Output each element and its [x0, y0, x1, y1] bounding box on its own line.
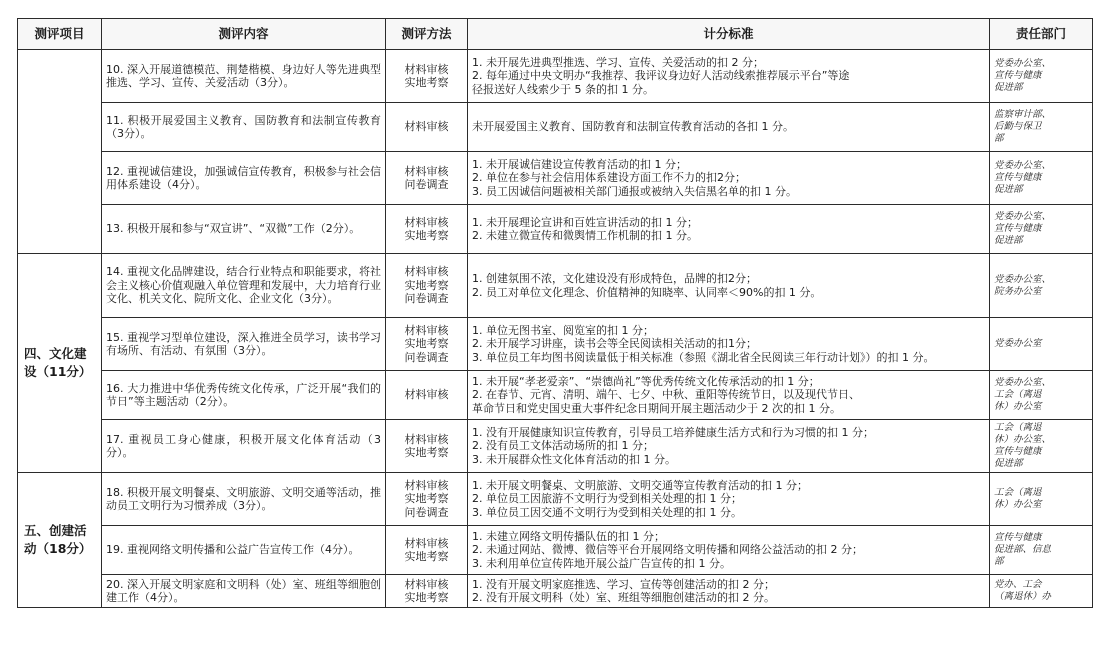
content-cell: 15. 重视学习型单位建设，深入推进全员学习，读书学习有场所、有活动、有氛围（3分）。: [102, 318, 386, 371]
department-line: 促进部、信息: [994, 544, 1052, 555]
criteria-line: 3. 未开展群众性文化体育活动的扣 1 分。: [472, 452, 676, 466]
department-line: 工会（离退: [994, 487, 1042, 498]
method-cell: [386, 318, 468, 371]
department-line: 促进部: [994, 184, 1023, 195]
content-cell: 17. 重视员工身心健康，积极开展文化体育活动（3分）。: [102, 420, 386, 473]
department-cell: [990, 205, 1093, 254]
department-line: 工会（离退: [994, 422, 1042, 433]
category-cell: 四、文化建设（11分）: [18, 254, 102, 473]
header-item: 测评项目: [18, 19, 102, 50]
criteria-line: 2. 未建立微宣传和微舆情工作机制的扣 1 分。: [472, 229, 698, 242]
content-cell: 19. 重视网络文明传播和公益广告宣传工作（4分）。: [102, 526, 386, 575]
table-row: [18, 254, 1093, 318]
criteria-line: 2. 员工对单位文化理念、价值精神的知晓率、认同率＜90%的扣 1 分。: [472, 285, 822, 299]
content-cell: 11. 积极开展爱国主义教育、国防教育和法制宣传教育（3分）。: [102, 103, 386, 152]
method-cell: [386, 526, 468, 575]
method-cell: [386, 420, 468, 473]
department-cell: [990, 420, 1093, 473]
department-line: 宣传与健康: [994, 172, 1042, 183]
header-department: 责任部门: [990, 19, 1093, 50]
content-cell: 18. 积极开展文明餐桌、文明旅游、文明交通等活动，推动员工文明行为习惯养成（3分）。: [102, 473, 386, 526]
department-cell: [990, 50, 1093, 103]
table-header-row: [18, 19, 1093, 50]
method-line: 材料审核: [404, 120, 449, 134]
method-line: 实地考察: [404, 337, 449, 351]
method-cell: [386, 575, 468, 608]
criteria-cell: [468, 103, 990, 152]
criteria-line: 2. 单位员工因旅游不文明行为受到相关处理的扣 1 分；: [472, 492, 742, 506]
department-cell: [990, 575, 1093, 608]
category-cell-continued: [18, 50, 102, 254]
department-line: 部: [994, 556, 1004, 567]
criteria-cell: [468, 152, 990, 205]
criteria-line: 1. 未建立网络文明传播队伍的扣 1 分；: [472, 529, 665, 543]
department-line: 休）办公室: [994, 401, 1042, 412]
method-line: 实地考察: [404, 550, 449, 563]
content-cell: 10. 深入开展道德模范、荆楚楷模、身边好人等先进典型推选、学习、宣传、关爱活动（3分）。: [102, 50, 386, 103]
criteria-line: 2. 在春节、元宵、清明、端午、七夕、中秋、重阳等传统节日，以及现代节日、: [472, 388, 860, 402]
criteria-line: 2. 未开展学习讲座，读书会等全民阅读相关活动的扣1分；: [472, 337, 757, 351]
header-method: 测评方法: [386, 19, 468, 50]
table-row: [18, 318, 1093, 371]
method-line: 实地考察: [404, 229, 449, 242]
department-line: 党办、工会: [994, 579, 1042, 590]
criteria-line: 2. 没有员工文体活动场所的扣 1 分；: [472, 439, 654, 453]
method-line: 材料审核: [404, 323, 449, 337]
criteria-line: 3. 单位员工因交通不文明行为受到相关处理的扣 1 分。: [472, 505, 742, 519]
header-criteria: 计分标准: [468, 19, 990, 50]
method-line: 材料审核: [404, 215, 449, 229]
criteria-line: 1. 未开展诚信建设宣传教育活动的扣 1 分；: [472, 157, 687, 171]
department-line: 党委办公室、: [994, 211, 1052, 222]
department-line: 休）办公室、: [994, 434, 1052, 445]
table-row: [18, 103, 1093, 152]
content-cell: 20. 深入开展文明家庭和文明科（处）室、班组等细胞创建工作（4分）。: [102, 575, 386, 608]
method-line: 问卷调查: [404, 505, 449, 519]
table-row: [18, 50, 1093, 103]
method-cell: [386, 473, 468, 526]
criteria-cell: [468, 526, 990, 575]
department-line: 宣传与健康: [994, 223, 1042, 234]
method-line: 实地考察: [404, 446, 449, 459]
criteria-cell: [468, 50, 990, 103]
table-row: [18, 526, 1093, 575]
department-line: 工会（离退: [994, 389, 1042, 400]
criteria-line: 2. 没有开展文明科（处）室、班组等细胞创建活动的扣 2 分。: [472, 591, 775, 604]
criteria-cell: [468, 318, 990, 371]
criteria-line: 1. 未开展先进典型推选、学习、宣传、关爱活动的扣 2 分；: [472, 55, 764, 69]
criteria-line: 1. 没有开展健康知识宣传教育，引导员工培养健康生活方式和行为习惯的扣 1 分；: [472, 425, 874, 439]
method-line: 实地考察: [404, 76, 449, 89]
department-line: 促进部: [994, 235, 1023, 246]
criteria-cell: [468, 254, 990, 318]
method-line: 材料审核: [404, 478, 449, 492]
method-line: 材料审核: [404, 388, 449, 402]
department-line: 院务办公室: [994, 285, 1042, 297]
method-cell: [386, 205, 468, 254]
department-line: 促进部: [994, 82, 1023, 93]
criteria-line: 3. 员工因诚信问题被相关部门通报或被纳入失信黑名单的扣 1 分。: [472, 184, 797, 198]
table-row: [18, 420, 1093, 473]
criteria-line: 2. 单位在参与社会信用体系建设方面工作不力的扣2分；: [472, 171, 746, 185]
criteria-line: 1. 未开展理论宣讲和百姓宣讲活动的扣 1 分；: [472, 215, 698, 229]
criteria-line: 1. 单位无图书室、阅览室的扣 1 分；: [472, 323, 654, 337]
criteria-cell: [468, 371, 990, 420]
method-line: 材料审核: [404, 265, 449, 279]
criteria-line: 3. 单位员工年均图书阅读量低于相关标准（参照《湖北省全民阅读三年行动计划》）的扣 1 分。: [472, 350, 935, 364]
method-line: 实地考察: [404, 492, 449, 506]
criteria-line: 1. 未开展“孝老爱亲”、“崇德尚礼”等优秀传统文化传承活动的扣 1 分；: [472, 374, 820, 388]
criteria-cell: [468, 205, 990, 254]
department-line: 宣传与健康: [994, 446, 1042, 457]
criteria-cell: [468, 420, 990, 473]
method-cell: [386, 254, 468, 318]
content-cell: 12. 重视诚信建设，加强诚信宣传教育，积极参与社会信用体系建设（4分）。: [102, 152, 386, 205]
department-line: 休）办公室: [994, 499, 1042, 510]
method-cell: [386, 50, 468, 103]
department-cell: [990, 152, 1093, 205]
department-cell: [990, 371, 1093, 420]
department-line: 党委办公室、: [994, 58, 1052, 69]
department-cell: [990, 473, 1093, 526]
criteria-line: 2. 每年通过中央文明办“我推荐、我评议身边好人活动线索推荐展示平台”等途: [472, 69, 850, 83]
criteria-line: 1. 未开展文明餐桌、文明旅游、文明交通等宣传教育活动的扣 1 分；: [472, 478, 808, 492]
department-cell: [990, 526, 1093, 575]
department-line: 后勤与保卫: [994, 121, 1042, 132]
method-line: 问卷调查: [404, 350, 449, 364]
method-line: 实地考察: [404, 278, 449, 292]
criteria-line: 未开展爱国主义教育、国防教育和法制宣传教育活动的各扣 1 分。: [472, 120, 794, 134]
department-line: 部: [994, 133, 1004, 144]
evaluation-table-sheet: [17, 18, 1092, 608]
method-line: 材料审核: [404, 164, 449, 178]
criteria-line: 革命节日和党史国史重大事件纪念日期间开展主题活动少于 2 次的扣 1 分。: [472, 401, 841, 415]
criteria-cell: [468, 473, 990, 526]
department-line: 党委办公室、: [994, 160, 1052, 171]
content-cell: 14. 重视文化品牌建设，结合行业特点和职能要求，将社会主义核心价值观融入单位管理和发展中，大力培育行业文化、机关文化、院所文化、企业文化（3分）。: [102, 254, 386, 318]
method-line: 实地考察: [404, 591, 449, 604]
department-line: 宣传与健康: [994, 532, 1042, 543]
table-row: [18, 205, 1093, 254]
criteria-line: 1. 没有开展文明家庭推选、学习、宣传等创建活动的扣 2 分；: [472, 577, 775, 591]
content-cell: 16. 大力推进中华优秀传统文化传承，广泛开展“我们的节日”等主题活动（2分）。: [102, 371, 386, 420]
table-row: [18, 152, 1093, 205]
department-line: （离退休）办: [994, 591, 1052, 602]
table-row: [18, 575, 1093, 608]
header-content: 测评内容: [102, 19, 386, 50]
method-line: 材料审核: [404, 432, 449, 446]
criteria-line: 1. 创建氛围不浓，文化建设没有形成特色，品牌的扣2分；: [472, 272, 757, 285]
department-cell: [990, 103, 1093, 152]
method-line: 问卷调查: [404, 178, 449, 191]
criteria-cell: [468, 575, 990, 608]
department-cell: [990, 318, 1093, 371]
method-cell: [386, 371, 468, 420]
evaluation-criteria-table: [17, 18, 1093, 608]
department-line: 党委办公室、: [994, 273, 1052, 285]
department-line: 党委办公室、: [994, 377, 1052, 388]
content-cell: 13. 积极开展和参与“双宣讲”、“双微”工作（2分）。: [102, 205, 386, 254]
criteria-line: 径报送好人线索少于 5 条的扣 1 分。: [472, 82, 654, 96]
criteria-line: 3. 未利用单位宣传阵地开展公益广告宣传的扣 1 分。: [472, 556, 731, 570]
method-cell: [386, 103, 468, 152]
table-row: [18, 473, 1093, 526]
method-line: 材料审核: [404, 577, 449, 591]
method-line: 材料审核: [404, 62, 449, 76]
method-cell: [386, 152, 468, 205]
category-cell: 五、创建活动（18分）: [18, 473, 102, 608]
method-line: 问卷调查: [404, 292, 449, 306]
table-row: [18, 371, 1093, 420]
method-line: 材料审核: [404, 536, 449, 550]
department-line: 监察审计部、: [994, 109, 1052, 120]
department-line: 促进部: [994, 458, 1023, 469]
department-cell: [990, 254, 1093, 318]
department-line: 党委办公室: [994, 338, 1042, 349]
criteria-line: 2. 未通过网站、微博、微信等平台开展网络文明传播和网络公益活动的扣 2 分；: [472, 543, 863, 557]
department-line: 宣传与健康: [994, 70, 1042, 81]
